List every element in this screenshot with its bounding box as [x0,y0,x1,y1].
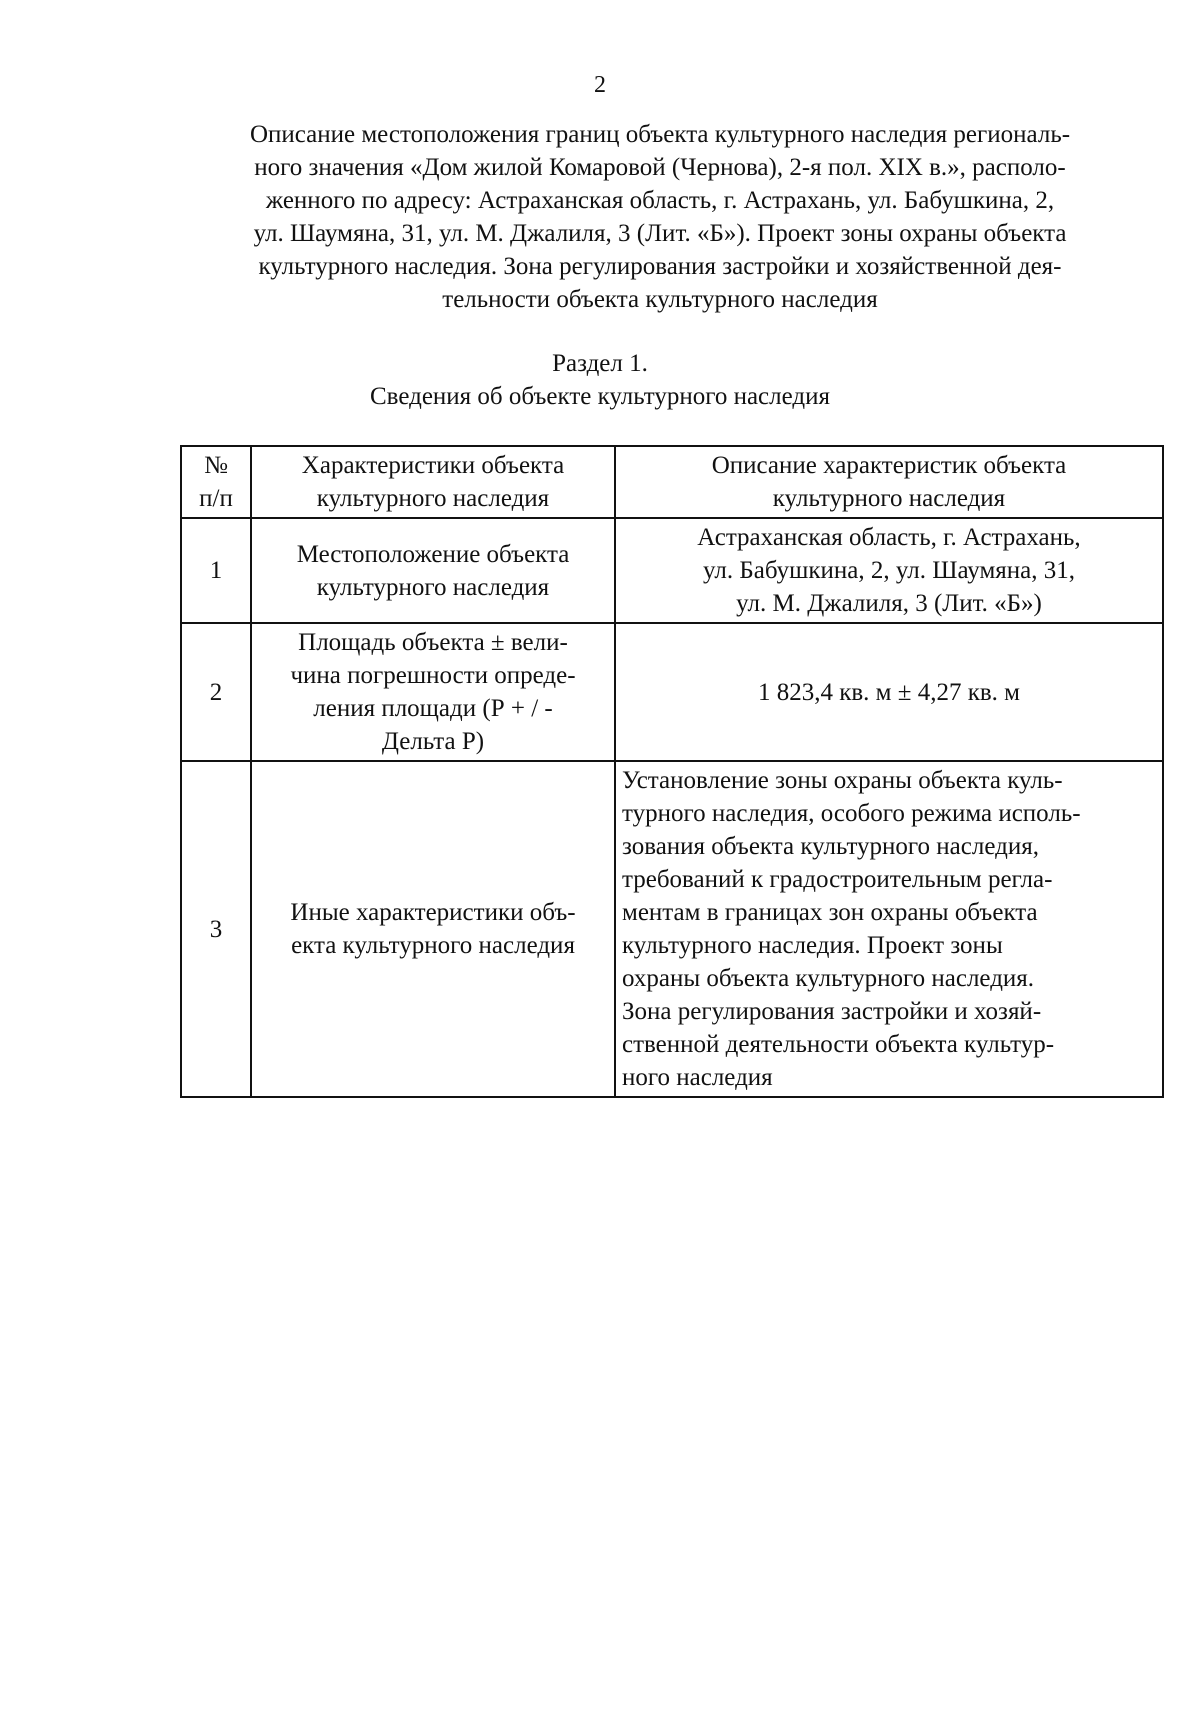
table-row [181,623,1163,761]
description-line: ул. Бабушкина, 2, ул. Шаумяна, 31, [703,557,1075,584]
row-number: 1 [181,518,251,623]
header-characteristic-line: культурного наследия [316,485,550,512]
characteristic-line: чина погрешности опреде- [290,662,576,689]
heading-line: тельности объекта культурного наследия [442,286,878,313]
header-description-line: культурного наследия [772,485,1006,512]
row-description [615,761,1163,1097]
header-number-line: № [204,452,228,479]
description-line: ментам в границах зон охраны объекта [622,899,1038,926]
header-description-line: Описание характеристик объекта [711,452,1067,479]
header-number-line: п/п [199,485,233,512]
header-number [181,446,251,518]
table-row [181,761,1163,1097]
description-line: ул. М. Джалиля, 3 (Лит. «Б») [736,590,1042,617]
characteristic-line: ления площади (Р + / - [313,695,553,722]
description-line: требований к градостроительным регла- [622,866,1053,893]
heading-line: ного значения «Дом жилой Комаровой (Чернова), 2-я пол. XIX в.», располо- [254,154,1066,181]
document-heading [180,118,1140,316]
row-number: 3 [181,761,251,1097]
heading-line: Описание местоположения границ объекта культурного наследия региональ- [249,121,1071,148]
description-line: охраны объекта культурного наследия. [622,965,1035,992]
row-characteristic [251,518,615,623]
description-line: Астраханская область, г. Астрахань, [697,524,1081,551]
description-line: Установление зоны охраны объекта куль- [622,767,1063,794]
row-description [615,518,1163,623]
page-number: 2 [594,72,606,98]
characteristic-line: екта культурного наследия [291,932,575,959]
characteristic-line: Дельта Р) [381,728,485,755]
description-line: 1 823,4 кв. м ± 4,27 кв. м [757,678,1020,706]
section-subtitle: Сведения об объекте культурного наследия [370,383,830,410]
characteristic-line: Площадь объекта ± вели- [298,629,568,656]
header-characteristic [251,446,615,518]
heading-line: женного по адресу: Астраханская область, г. Астрахань, ул. Бабушкина, 2, [265,187,1055,214]
characteristic-line: Иные характеристики объ- [290,899,576,926]
description-line: ственной деятельности объекта культур- [622,1031,1055,1058]
description-line: культурного наследия. Проект зоны [622,932,1003,959]
header-description [615,446,1163,518]
heading-line: ул. Шаумяна, 31, ул. М. Джалиля, 3 (Лит. «Б»). Проект зоны охраны объекта [253,220,1067,247]
characteristic-line: культурного наследия [316,573,550,601]
row-characteristic [251,623,615,761]
section-title: Раздел 1. [552,350,648,377]
header-characteristic-line: Характеристики объекта [301,452,565,479]
row-characteristic [251,761,615,1097]
table-header-row [181,446,1163,518]
heading-line: культурного наследия. Зона регулирования застройки и хозяйственной дея- [258,253,1062,280]
row-description [615,623,1163,761]
table-row [181,518,1163,623]
description-line: Зона регулирования застройки и хозяй- [622,998,1042,1025]
heritage-info-table [180,445,1164,1098]
characteristic-line: Местоположение объекта [296,540,570,568]
description-line: турного наследия, особого режима исполь- [622,800,1081,827]
description-line: зования объекта культурного наследия, [622,833,1039,860]
row-number: 2 [181,623,251,761]
description-line: ного наследия [622,1064,773,1091]
